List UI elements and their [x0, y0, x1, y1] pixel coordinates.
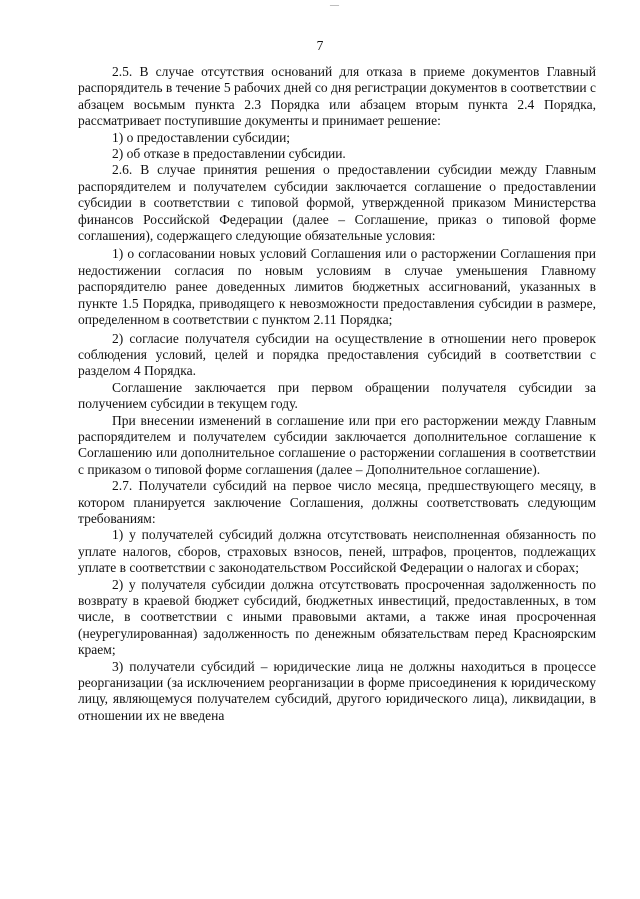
paragraph-2-6: 2.6. В случае принятия решения о предоставлении субсидии между Главным распорядителем и получателем субсидии заключается соглашение о предоставлении субсидии в соответствии с типовой формой, утвержденной приказом Министерства финансов Российской Федерации (далее – Соглашение, приказ о типовой форме соглашения), содержащего следующие обязательные условия: [78, 162, 596, 244]
paragraph-2-6-item-1: 1) о согласовании новых условий Соглашения или о расторжении Соглашения при недостижении согласия по новым условиям в случае уменьшения Главному распорядителю ранее доведенных лимитов бюджетных ассигнований, указанных в пункте 1.5 Порядка, приводящего к невозможности предоставления субсидии в размере, определенном в соответствии с пунктом 2.11 Порядка; [78, 246, 596, 328]
paragraph-agreement-conclusion: Соглашение заключается при первом обращении получателя субсидии за получением субсидии в текущем году. [78, 379, 596, 412]
paragraph-2-7: 2.7. Получатели субсидий на первое число месяца, предшествующего месяцу, в котором планируется заключение Соглашения, должны соответствовать следующим требованиям: [78, 478, 596, 526]
paragraph-2-5-item-2: 2) об отказе в предоставлении субсидии. [112, 146, 346, 162]
paragraph-2-5: 2.5. В случае отсутствия оснований для отказа в приеме документов Главный распорядитель в течение 5 рабочих дней со дня регистрации документов в соответствии с абзацем восьмым пункта 2.3 Порядка или абзацем вторым пункта 2.4 Порядка, рассматривает поступившие документы и принимает решение: [78, 64, 596, 129]
paragraph-2-5-item-1: 1) о предоставлении субсидии; [112, 129, 291, 145]
paragraph-2-7-item-1: 1) у получателей субсидий должна отсутствовать неисполненная обязанность по уплате налогов, сборов, страховых взносов, пеней, штрафов, процентов, подлежащих уплате в соответствии с законодательством Российской Федерации о налогах и сборах; [78, 527, 596, 576]
document-body [78, 64, 596, 724]
paragraph-additional-agreement: При внесении изменений в соглашение или при его расторжении между Главным распорядителем и получателем субсидии заключается дополнительное соглашение к Соглашению или дополнительное соглашение о расторжении соглашения в соответствии с приказом о типовой форме соглашения (далее – Дополнительное соглашение). [78, 412, 596, 477]
paragraph-2-7-item-2: 2) у получателя субсидии должна отсутствовать просроченная задолженность по возврату в краевой бюджет субсидий, бюджетных инвестиций, предоставленных, в том числе, в соответствии с иными правовыми актами, а также иная просроченная (неурегулированная) задолженность по денежным обязательствам перед Красноярским краем; [78, 576, 596, 658]
paragraph-2-7-item-3: 3) получатели субсидий – юридические лица не должны находиться в процессе реорганизации (за исключением реорганизации в форме присоединения к юридическому лицу, являющемуся получателем субсидий, другого юридического лица), ликвидации, в отношении их не введена [78, 658, 596, 723]
top-mark: — [330, 0, 339, 10]
paragraph-2-6-item-2: 2) согласие получателя субсидии на осуществление в отношении него проверок соблюдения условий, целей и порядка предоставления субсидий в соответствии с разделом 4 Порядка. [78, 330, 596, 379]
page-number: 7 [316, 38, 324, 53]
